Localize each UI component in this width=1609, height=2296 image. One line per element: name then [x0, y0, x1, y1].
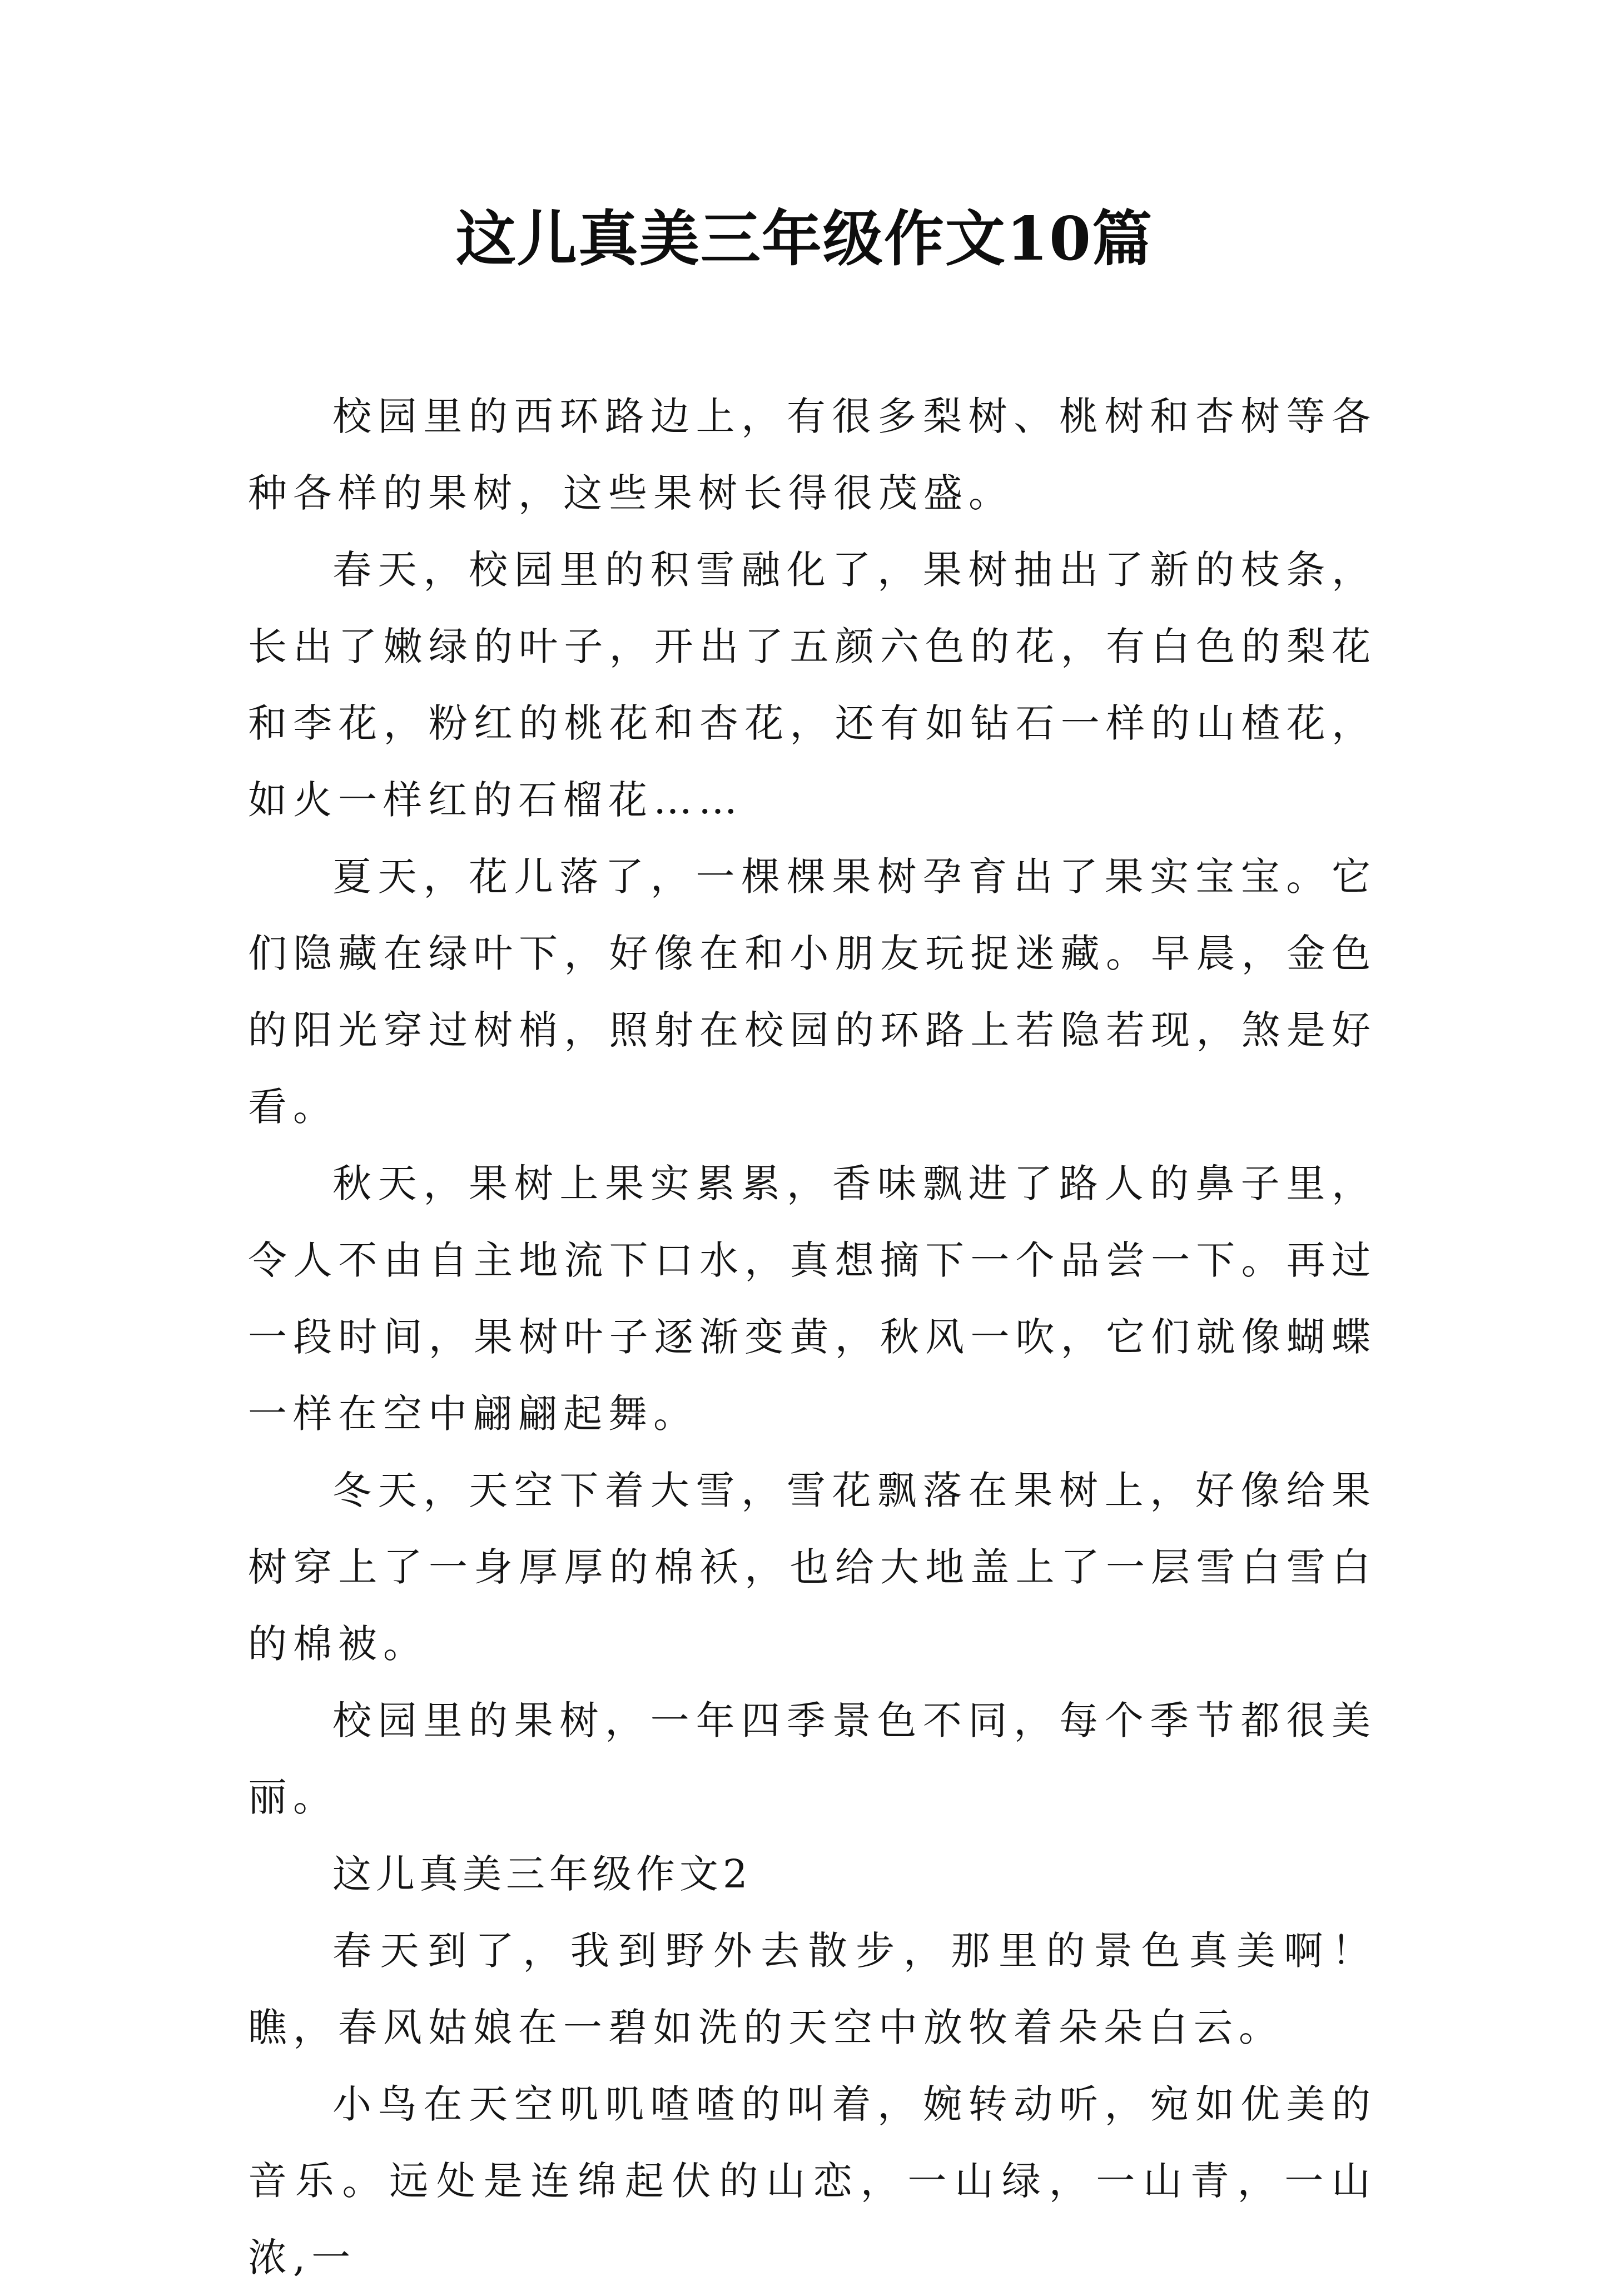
paragraph-essay2-spring-walk: 春天到了，我到野外去散步，那里的景色真美啊！瞧，春风姑娘在一碧如洗的天空中放牧着朵朵白云。 [248, 1928, 1377, 2050]
document-body [248, 378, 1377, 2296]
paragraph-essay2-birds: 小鸟在天空叽叽喳喳的叫着，婉转动听，宛如优美的音乐。远处是连绵起伏的山恋，一山绿，一山青，一山浓,一 [248, 2081, 1377, 2280]
document-title: 这儿真美三年级作文10篇 [455, 204, 1154, 274]
paragraph-summer: 夏天，花儿落了，一棵棵果树孕育出了果实宝宝。它们隐藏在绿叶下，好像在和小朋友玩捉迷藏。早晨，金色的阳光穿过树梢，照射在校园的环路上若隐若现，煞是好看。 [248, 854, 1377, 1130]
paragraph-autumn: 秋天，果树上果实累累，香味飘进了路人的鼻子里，令人不由自主地流下口水，真想摘下一个品尝一下。再过一段时间，果树叶子逐渐变黄，秋风一吹，它们就像蝴蝶一样在空中翩翩起舞。 [248, 1161, 1377, 1437]
paragraph-conclusion: 校园里的果树，一年四季景色不同，每个季节都很美丽。 [248, 1698, 1377, 1820]
section-heading-essay-2: 这儿真美三年级作文2 [332, 1851, 752, 1897]
paragraph-spring: 春天，校园里的积雪融化了，果树抽出了新的枝条，长出了嫩绿的叶子，开出了五颜六色的花，有白色的梨花和李花，粉红的桃花和杏花，还有如钻石一样的山楂花，如火一样红的石榴花…… [248, 547, 1377, 823]
paragraph-winter: 冬天，天空下着大雪，雪花飘落在果树上，好像给果树穿上了一身厚厚的棉袄，也给大地盖上了一层雪白雪白的棉被。 [248, 1468, 1377, 1667]
paragraph-intro: 校园里的西环路边上，有很多梨树、桃树和杏树等各种各样的果树，这些果树长得很茂盛。 [248, 394, 1377, 516]
